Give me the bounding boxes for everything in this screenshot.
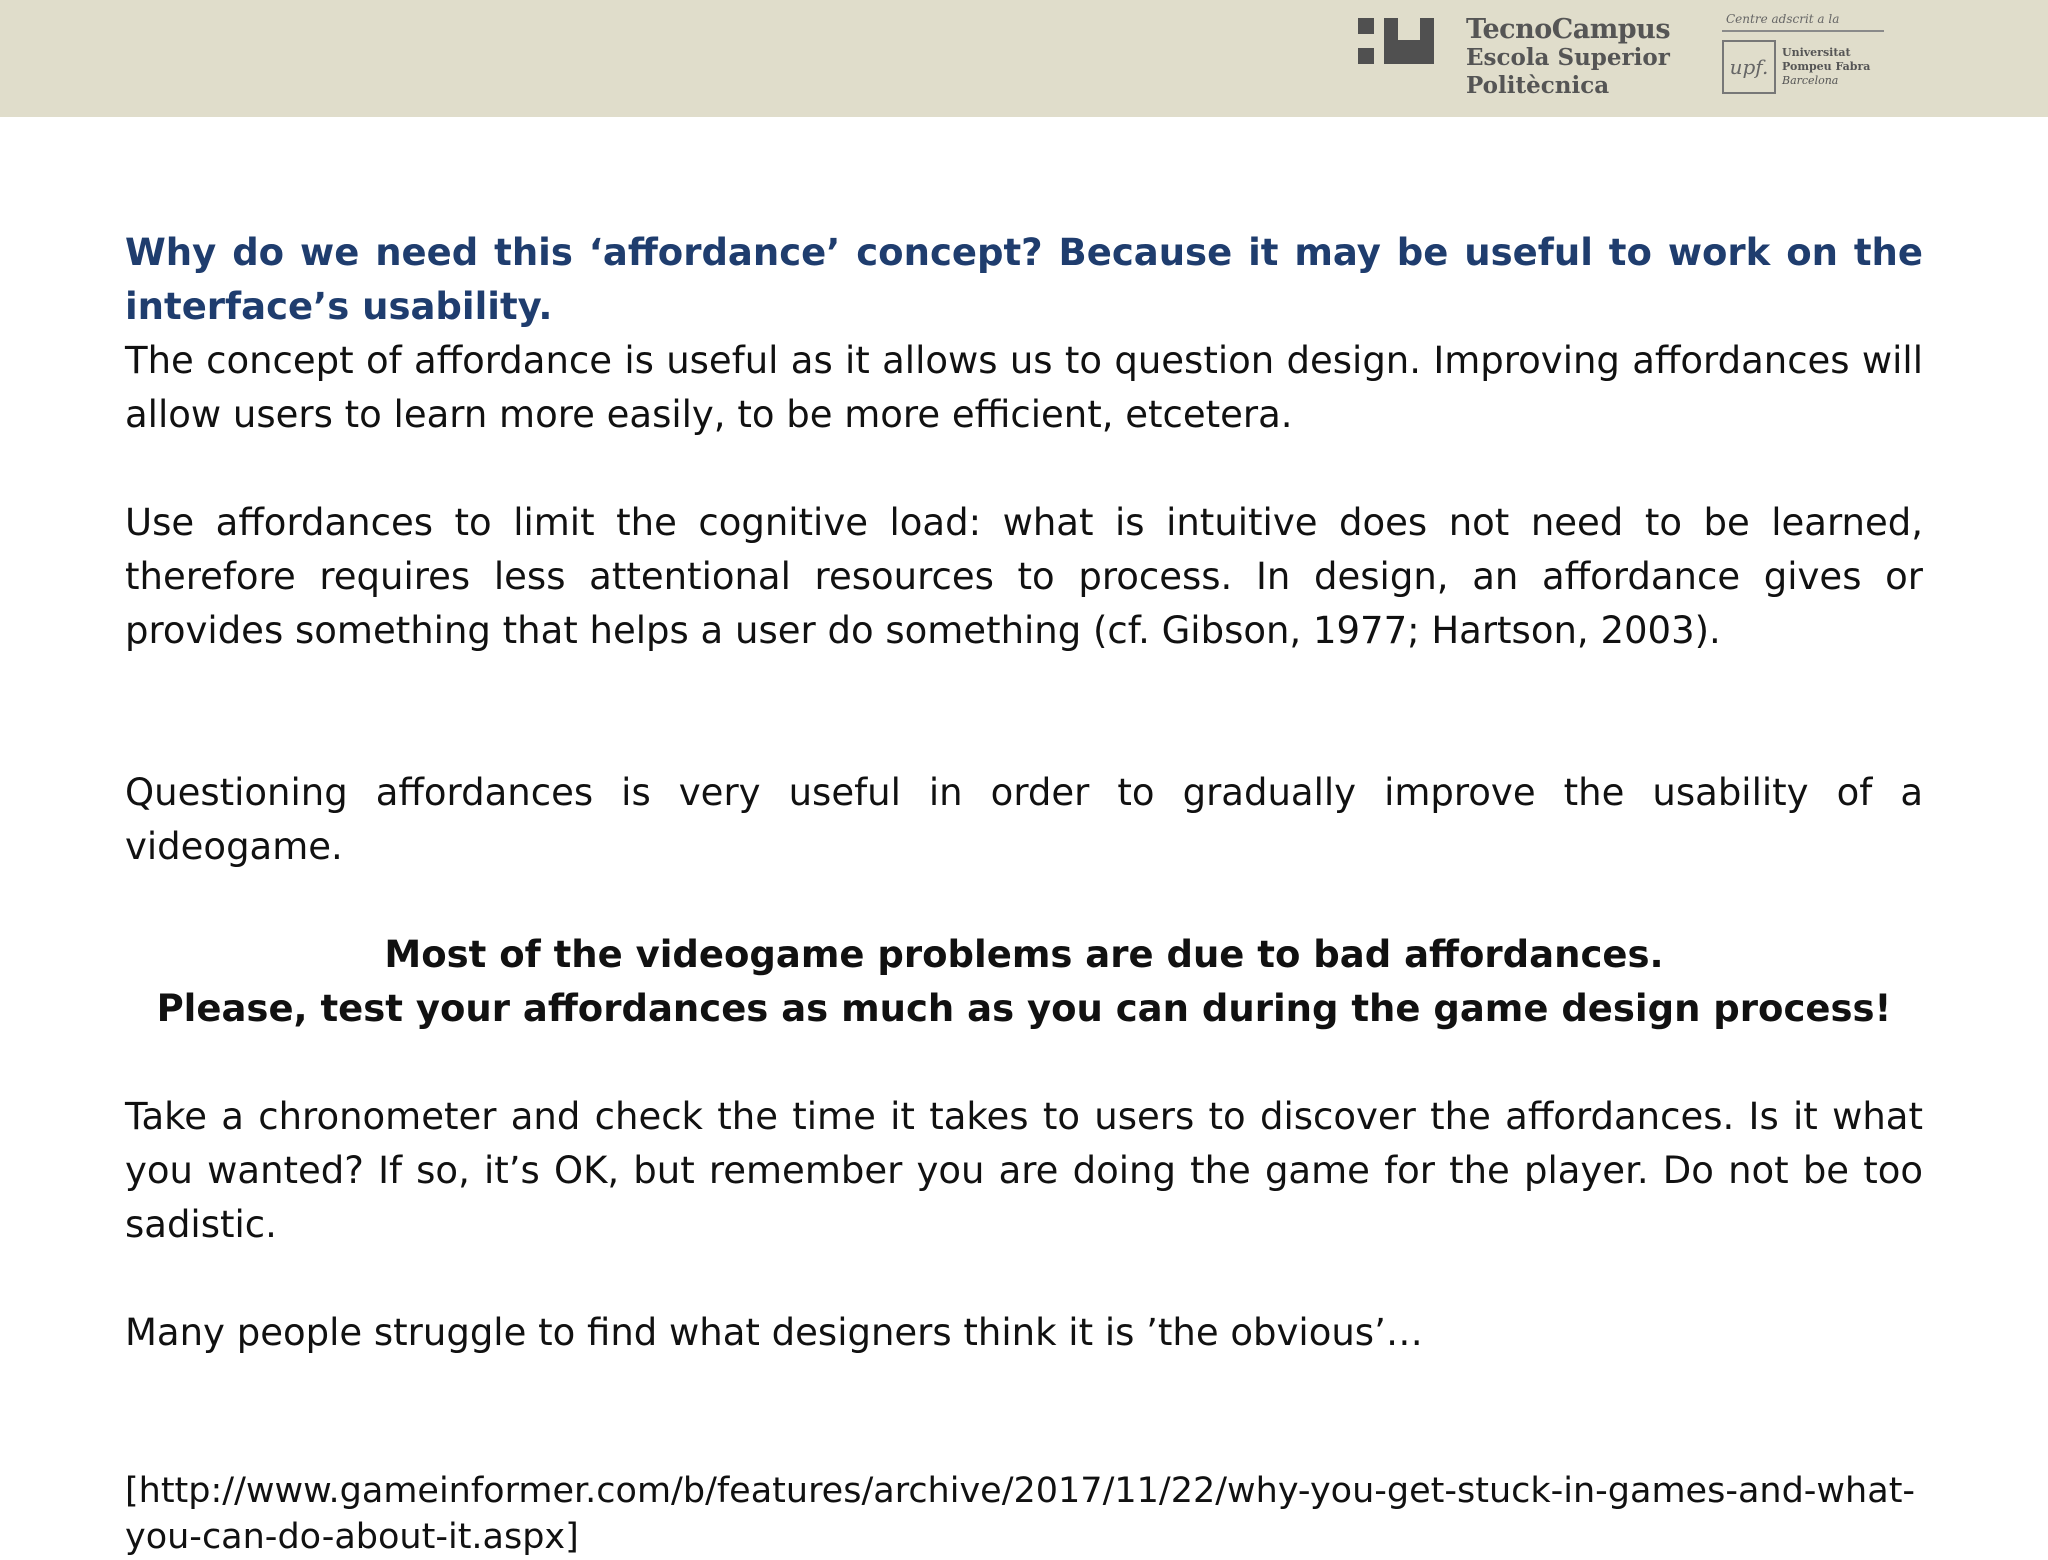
- reference-link[interactable]: [http://www.gameinformer.com/b/features/archive/2017/11/22/why-you-get-stuck-in-games-and-what-you-can-do-about-it.aspx]: [125, 1471, 1916, 1557]
- university-line1: Universitat: [1782, 46, 1851, 59]
- paragraph-3: Questioning affordances is very useful in order to gradually improve the usability of a videogame.: [125, 771, 1923, 868]
- paragraph-2: Use affordances to limit the cognitive load: what is intuitive does not need to be learned, therefore requires less attentional resources to process. In design, an affordance gives or provides something that helps a user do something (cf. Gibson, 1977; Hartson, 2003).: [125, 501, 1923, 652]
- school-name: [1466, 16, 1670, 100]
- paragraph-5: Many people struggle to find what designers think it is ’the obvious’…: [125, 1311, 1423, 1354]
- spacer: [125, 1036, 1923, 1090]
- upf-affiliation: [1722, 12, 1884, 94]
- emphasis-line-1: Most of the videogame problems are due to bad affordances.: [384, 933, 1664, 976]
- upf-logo-icon: upf.: [1722, 40, 1776, 94]
- school-name-line1: TecnoCampus: [1466, 14, 1671, 45]
- header-band: [0, 0, 2048, 117]
- school-name-line2: Escola Superior: [1466, 44, 1670, 71]
- affiliation-caption: Centre adscrit a la: [1726, 12, 1840, 26]
- tecnocampus-logo-icon: [1358, 18, 1440, 76]
- spacer: [125, 1414, 1923, 1468]
- spacer: [125, 442, 1923, 496]
- slide-content: [125, 226, 1923, 1560]
- affiliation-rule: [1722, 30, 1884, 32]
- university-line3: Barcelona: [1782, 74, 1839, 87]
- spacer: [125, 874, 1923, 928]
- university-line2: Pompeu Fabra: [1782, 60, 1871, 73]
- paragraph-1: The concept of affordance is useful as it allows us to question design. Improving affordances will allow users to learn more easily, to be more efficient, etcetera.: [125, 339, 1923, 436]
- spacer: [125, 1252, 1923, 1306]
- university-name: [1782, 40, 1870, 94]
- school-name-line3: Politècnica: [1466, 72, 1610, 99]
- emphasis-line-2: Please, test your affordances as much as you can during the game design process!: [156, 987, 1892, 1030]
- paragraph-4: Take a chronometer and check the time it takes to users to discover the affordances. Is it what you wanted? If so, it’s OK, but remember you are doing the game for the player. Do not be too sadistic.: [125, 1095, 1923, 1246]
- slide-heading: Why do we need this ‘affordance’ concept? Because it may be useful to work on the interface’s usability.: [125, 231, 1923, 328]
- spacer: [125, 1360, 1923, 1414]
- spacer: [125, 658, 1923, 766]
